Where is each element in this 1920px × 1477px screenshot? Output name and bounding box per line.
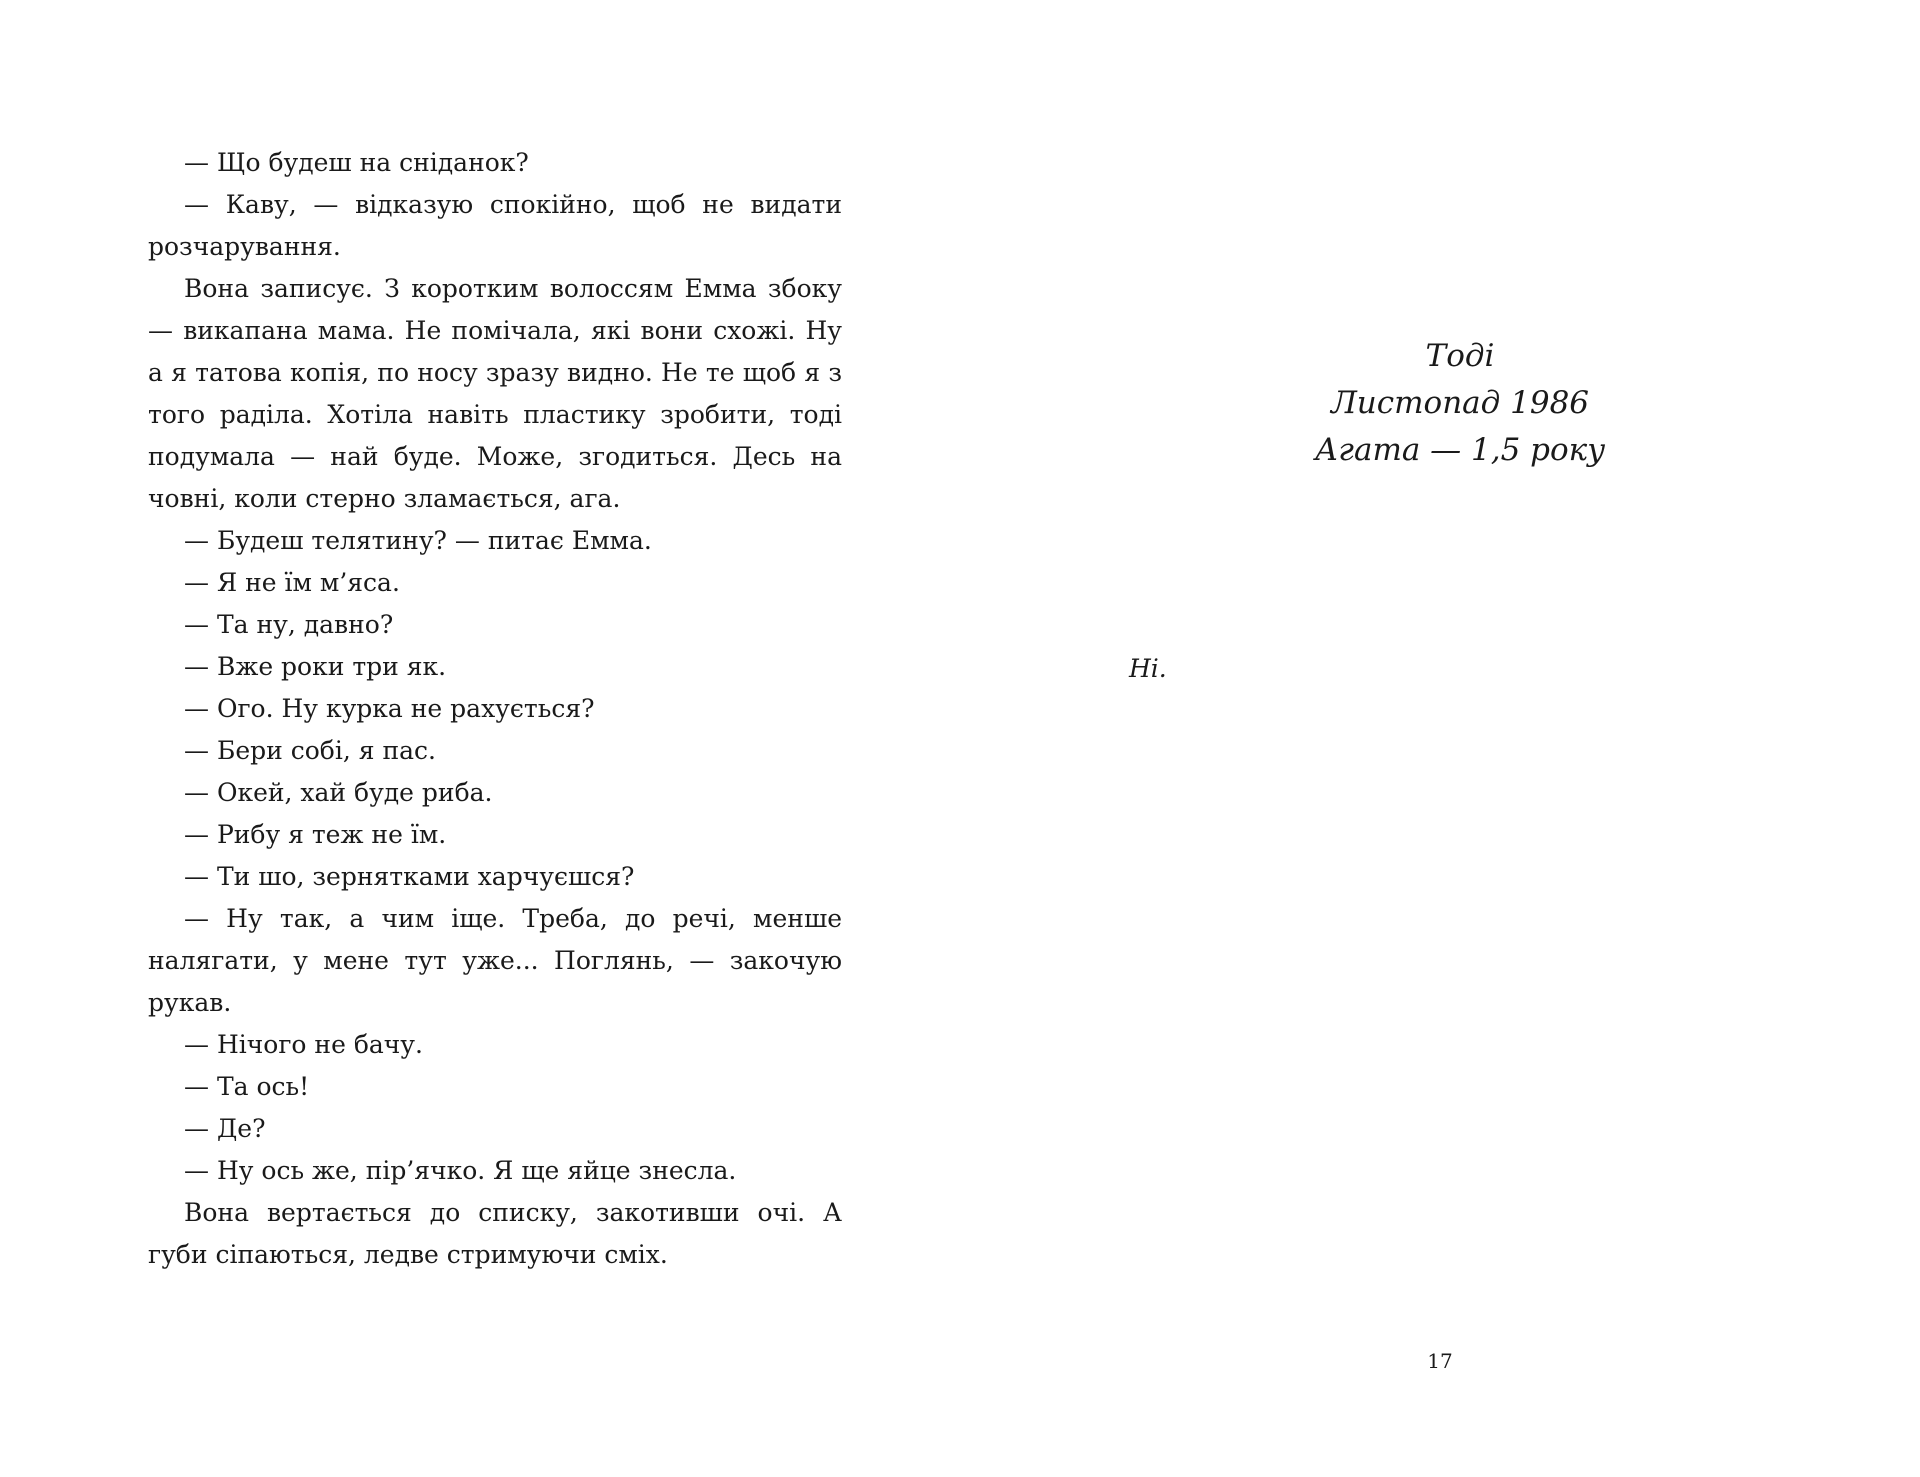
paragraph: — Каву, — відказую спокійно, щоб не видати розчарування. bbox=[148, 190, 842, 261]
paragraph: — Де? bbox=[184, 1114, 266, 1143]
paragraph: Вона вертається до списку, закотивши очі. А губи сіпаються, ледве стримуючи сміх. bbox=[148, 1198, 842, 1269]
chapter-first-line: Ні. bbox=[1129, 654, 1167, 683]
paragraph: — Я не їм м’яса. bbox=[184, 568, 400, 597]
paragraph: — Бери собі, я пас. bbox=[184, 736, 436, 765]
paragraph: — Ого. Ну курка не рахується? bbox=[184, 694, 595, 723]
chapter-heading-character-age: Агата — 1,5 року bbox=[1314, 432, 1606, 468]
left-page-text bbox=[148, 142, 842, 1276]
right-page bbox=[1110, 0, 1810, 1477]
chapter-heading-when: Тоді bbox=[1425, 338, 1495, 374]
paragraph: — Окей, хай буде риба. bbox=[184, 778, 493, 807]
paragraph: — Ти шо, зернятками харчуєшся? bbox=[184, 862, 635, 891]
paragraph: — Ну так, а чим іще. Треба, до речі, менше налягати, у мене тут уже... Поглянь, — закочую рукав. bbox=[148, 904, 842, 1017]
paragraph: — Ну ось же, пір’ячко. Я ще яйце знесла. bbox=[184, 1156, 737, 1185]
paragraph: — Рибу я теж не їм. bbox=[184, 820, 447, 849]
chapter-heading bbox=[1110, 333, 1810, 474]
chapter-heading-date: Листопад 1986 bbox=[1330, 385, 1590, 421]
paragraph: Вона записує. З коротким волоссям Емма збоку — викапана мама. Не помічала, які вони схожі. Ну а я татова копія, по носу зразу видно. Не те щоб я з того раділа. Хотіла навіть пластику зробити, тоді подумала — най буде. Може, згодиться. Десь на човні, коли стерно зламається, ага. bbox=[148, 274, 842, 513]
paragraph: — Та ось! bbox=[184, 1072, 310, 1101]
page-number: 17 bbox=[1427, 1349, 1453, 1373]
paragraph: — Вже роки три як. bbox=[184, 652, 447, 681]
paragraph: — Та ну, давно? bbox=[184, 610, 394, 639]
paragraph: — Нічого не бачу. bbox=[184, 1030, 423, 1059]
paragraph: — Будеш телятину? — питає Емма. bbox=[184, 526, 652, 555]
paragraph: — Що будеш на сніданок? bbox=[184, 148, 529, 177]
